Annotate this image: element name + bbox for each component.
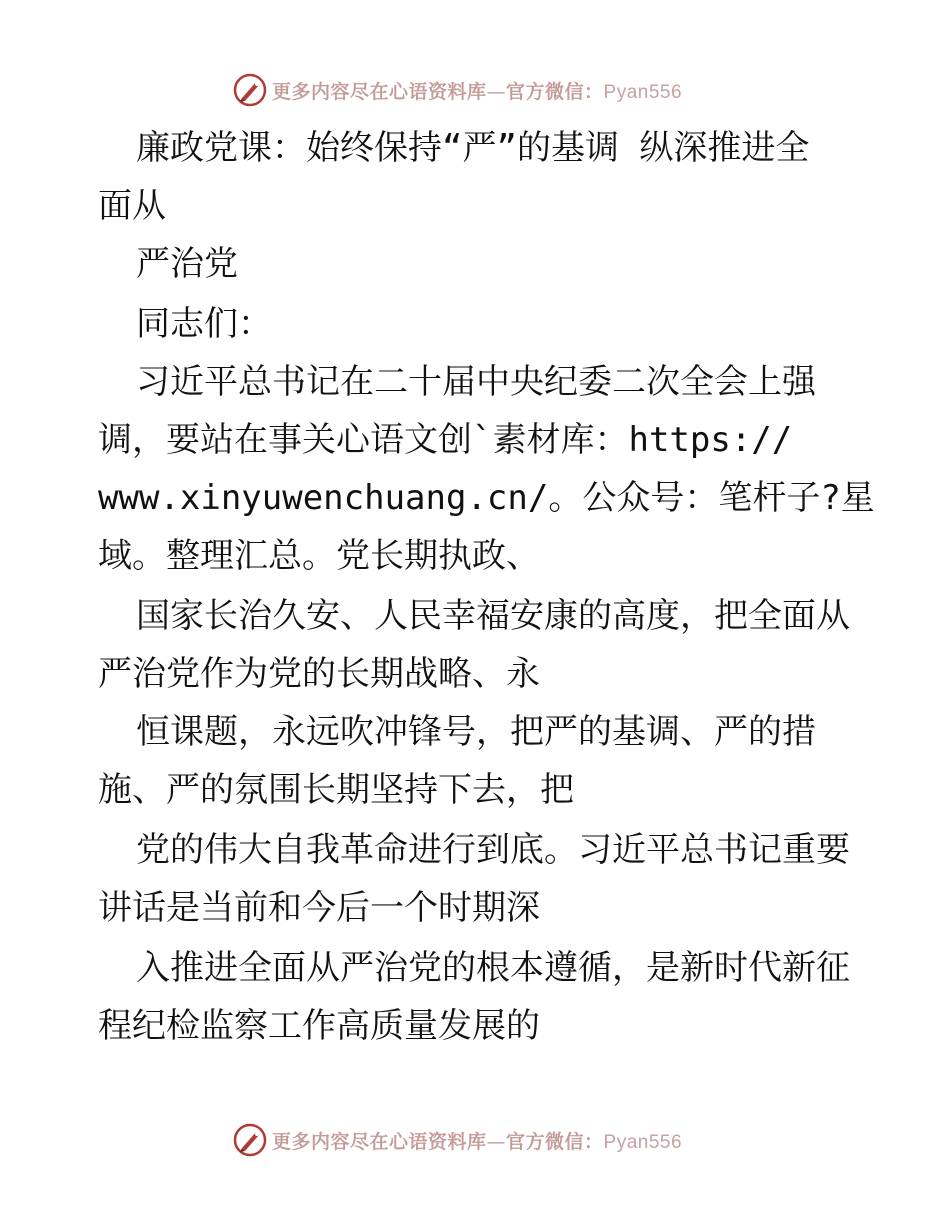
paragraph-line: 严治党作为党的长期战略、永	[98, 654, 540, 694]
paragraph-line: 域。整理汇总。党长期执政、	[98, 536, 540, 576]
title-line-1: 廉政党课：始终保持“严”的基调 纵深推进全	[136, 128, 810, 168]
footer-watermark-banner	[0, 1120, 950, 1160]
watermark-main: 更多内容尽在心语资料库	[272, 1131, 487, 1153]
paragraph-line: 党的伟大自我革命进行到底。习近平总书记重要	[136, 830, 850, 870]
title-line-2: 面从	[98, 186, 166, 226]
watermark-wechat-label: 官方微信：	[506, 81, 604, 103]
paragraph-line: 程纪检监察工作高质量发展的	[98, 1006, 540, 1046]
header-watermark-banner	[0, 70, 950, 110]
paragraph-line: 施、严的氛围长期坚持下去，把	[98, 770, 574, 810]
watermark-separator: —	[486, 1131, 507, 1153]
paragraph-line: 国家长治久安、人民幸福安康的高度，把全面从	[136, 596, 850, 636]
watermark-separator: —	[486, 81, 507, 103]
watermark-wechat-id: Pyan556	[603, 82, 683, 103]
paragraph-line: 恒课题，永远吹冲锋号，把严的基调、严的措	[136, 712, 816, 752]
paragraph-line: 讲话是当前和今后一个时期深	[98, 888, 540, 928]
paragraph-line: www.xinyuwenchuang.cn/。公众号：笔杆子?星	[98, 478, 875, 518]
pen-nib-logo-icon	[232, 72, 268, 108]
paragraph-line: 调，要站在事关心语文创`素材库：https://	[98, 420, 793, 460]
watermark-wechat-id: Pyan556	[603, 1132, 683, 1153]
watermark-text	[272, 1127, 682, 1154]
title-line-3: 严治党	[136, 244, 238, 284]
paragraph-line: 入推进全面从严治党的根本遵循，是新时代新征	[136, 948, 850, 988]
paragraph-line: 习近平总书记在二十届中央纪委二次全会上强	[136, 362, 816, 402]
watermark-main: 更多内容尽在心语资料库	[272, 81, 487, 103]
watermark-text	[272, 77, 682, 104]
pen-nib-logo-icon	[232, 1122, 268, 1158]
salutation: 同志们：	[136, 304, 272, 344]
watermark-wechat-label: 官方微信：	[506, 1131, 604, 1153]
